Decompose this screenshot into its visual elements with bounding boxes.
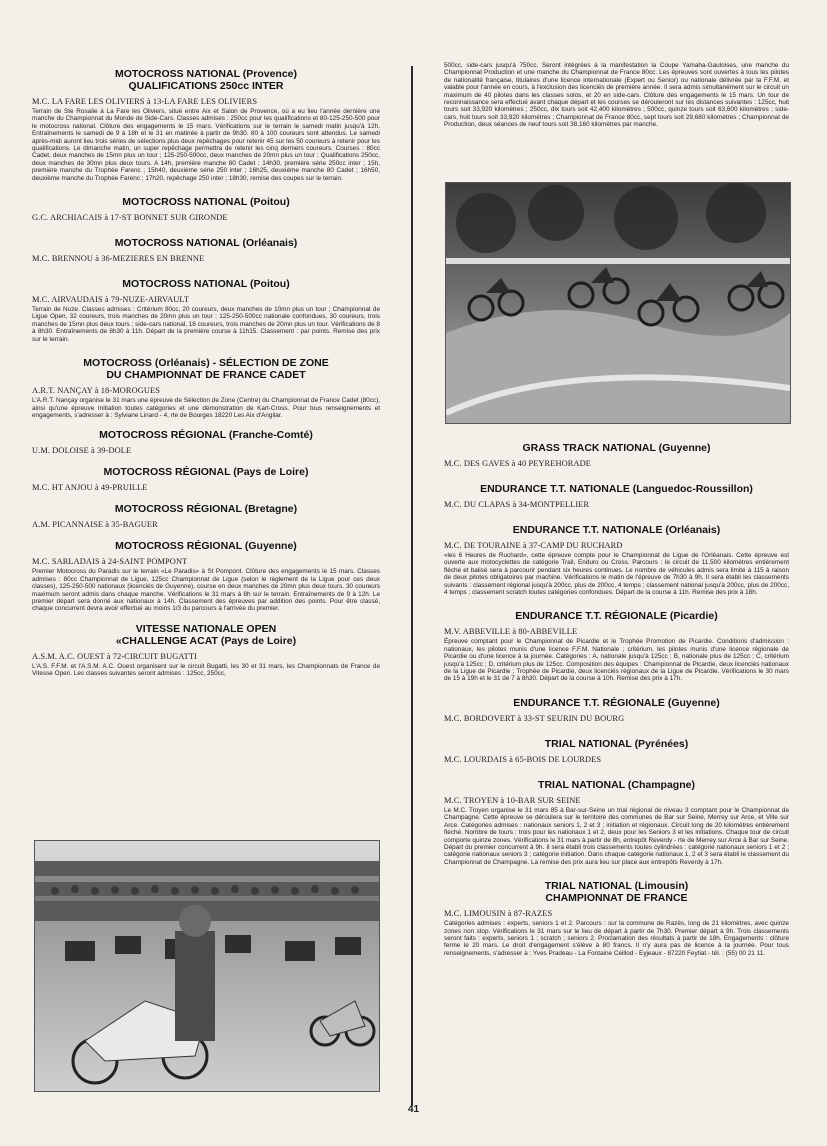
road-race-photo <box>34 840 380 1092</box>
event-section <box>32 357 380 419</box>
event-heading: TRIAL NATIONAL (Pyrénées) <box>544 737 689 750</box>
club-line: A.S.M. A.C. OUEST à 72-CIRCUIT BUGATTI <box>32 651 197 661</box>
event-heading: TRIAL NATIONAL (Champagne) <box>538 778 695 791</box>
photo-motocross-race <box>446 183 790 423</box>
event-heading: MOTOCROSS NATIONAL (Provence) QUALIFICATIONS 250cc INTER <box>114 68 298 92</box>
event-section <box>32 503 380 530</box>
event-section <box>444 524 789 596</box>
club-line: A.M. PICANNAISE à 35-BAGUER <box>32 520 158 530</box>
event-section <box>32 237 380 264</box>
club-line: M.C. AIRVAUDAIS à 79-NUZE-AIRVAULT <box>32 295 190 305</box>
photo-road-race-grid <box>35 841 379 1091</box>
event-text: Terrain de Ste Rosalie à La Fare les Oliviers, situé entre Aix et Salon de Provence, où a eu lieu l'année dernière une manche du Championnat du Monde de Side-Cars. Classes admises : 250cc pour les qualifications et 80-125-250-500 pour le motocross national. Clôture des engagements le 15 mars. Vérifications sur le terrain le samedi matin jusqu'à 12h. Entraînements le samedi de 9 à 18h et le 31 en matinée à partir de 9h30. 80 à 100 coureurs sont attendus. Le samedi après-midi auront lieu trois séries de sélections plus deux repêchages pour retenir 45 sur les 50 coureurs à retenir pour les qualifications. Le dimanche matin, un super repêchage permettra de retenir les cinq derniers coureurs. Courses : 80cc Cadet, deux manches de 15mn plus un tour ; 125-250-500cc, deux manches de 20mn plus un tour ; Qualifications 250cc, deux manches de 30mn plus deux tours. A 14h, première manche 80 Cadet ; 14h30, première série 250cc inter ; 15h, première manche du Trophée Farenc ; 15h40, deuxième série 250 inter ; 16h25, deuxième manche 80 Cadet ; 16h50, deuxième manche du Trophée Farenc ; 17h20, repêchage 250 inter ; 18h30, remise des coupes sur le terrain. <box>32 108 380 182</box>
event-heading: GRASS TRACK NATIONAL (Guyenne) <box>522 442 711 454</box>
event-heading: ENDURANCE T.T. NATIONALE (Languedoc-Roussillon) <box>480 483 753 495</box>
event-text: Premier Motocross du Paradis sur le terrain «Le Paradis» à St Pompont. Clôture des engagements le 15 mars. Classes admises : 80cc Championnat de Ligue, 125cc Championnat de Ligue (selon le règlement de la Ligue pour ces deux classes), 125-250-500 nationaux (licenciés de Guyenne), course en deux manches de 20mn plus deux tours. 30 coureurs maximum seront admis dans chaque manche. Vérifications le 31 mars à 8h sur le terrain. Entraînements de 9 à 12h. Le premier départ sera donné aux nationaux à 14h. Classement des épreuves par addition des points. Pour être classé, chaque concurrent devra avoir effectué au moins 1/3 du parcours à l'arrivée du premier. <box>32 568 380 613</box>
event-heading: MOTOCROSS NATIONAL (Orléanais) <box>114 237 298 250</box>
event-heading: MOTOCROSS RÉGIONAL (Pays de Loire) <box>103 466 309 479</box>
event-heading: ENDURANCE T.T. RÉGIONALE (Guyenne) <box>513 696 720 709</box>
club-line: M.C. SARLADAIS à 24-SAINT POMPONT <box>32 557 188 567</box>
event-section <box>32 196 380 223</box>
event-section <box>32 278 380 343</box>
club-line: M.C. DE TOURAINE à 37-CAMP DU RUCHARD <box>444 541 623 550</box>
event-section <box>444 880 789 957</box>
club-line: M.C. LOURDAIS à 65-BOIS DE LOURDES <box>444 754 602 764</box>
event-section <box>444 697 789 724</box>
event-section <box>444 483 789 510</box>
club-line: M.C. LIMOUSIN à 87-RAZES <box>444 909 553 919</box>
event-section <box>32 429 380 456</box>
event-text: Terrain de Nuze. Classes admises : Critérium 80cc, 20 coureurs, deux manches de 10mn plus un tour ; Championnat de Ligue Open, 32 coureurs, trois manches de 20mn plus un tour ; 125-250-500cc nationale confondues, 30 coureurs, trois manches de 15mn plus deux tours ; side-cars national, 18 coureurs, trois manches de 20mn plus un tour. Vérifications de 8 à 8h30. Entraînements de 8h30 à 11h. Départ de la première course à 11h15. Classement : par points. Remise des prix sur le terrain. <box>32 306 380 343</box>
event-section <box>444 738 789 765</box>
event-section <box>444 610 789 682</box>
club-line: M.V. ABBEVILLE à 80-ABBEVILLE <box>444 627 578 637</box>
event-text: L'A.S. F.F.M. et l'A.S.M. A.C. Ouest organisent sur le circuit Bugatti, les 30 et 31 mars, les Championnats de France de Vitesse Open. Les classes suivantes seront admises : 125cc, 250cc, <box>32 662 380 678</box>
event-heading: MOTOCROSS NATIONAL (Poitou) <box>122 278 290 291</box>
event-text: Le M.C. Troyen organise le 31 mars 85 à Bar-sur-Seine un trial régional de niveau 3 comptant pour le Championnat de Champagne. Cette épreuve se déroulera sur le territoire des communes de Bar sur Seine, Merrey sur Arce, et Ville sur Arce. Catégories admises : nationaux seniors 1, 2 et 3 ; initiation et régionaux. Circuit long de 20 kilomètres entièrement fléché. Nombre de tours : trois pour les nationaux 1 et 2, deux pour les Seniors 3 et les initiations. Chaque tour de circuit comporte quinze zones. Vérifications le 31 mars à partir de 8h, entrepôt Reverdy - rte de Merrey sur Arce à Bar sur Seine. Départ du premier concurrent à 9h. Il sera établi trois classements toutes cylindrées : catégorie nationaux seniors 1 et 2 ; catégorie nationaux seniors 3 ; catégorie initiation. Dans chaque catégorie nationaux 1, 2 et 3 sera établi le classement du Championnat de Champagne. La remise des prix aura lieu sur place aux entrepôts Reverdy à 17h. <box>444 806 789 866</box>
club-line: M.C. BRENNOU à 36-MEZIERES EN BRENNE <box>32 254 205 264</box>
event-heading: MOTOCROSS NATIONAL (Poitou) <box>122 196 290 209</box>
left-column <box>32 62 380 682</box>
event-section <box>32 68 380 182</box>
event-heading: TRIAL NATIONAL (Limousin) CHAMPIONNAT DE FRANCE <box>544 880 689 905</box>
club-line: M.C. TROYEN à 10-BAR SUR SEINE <box>444 795 581 805</box>
event-section <box>32 466 380 493</box>
motocross-photo <box>445 182 791 424</box>
event-heading: ENDURANCE T.T. NATIONALE (Orléanais) <box>512 524 721 536</box>
club-line: G.C. ARCHIACAIS à 17-ST BONNET SUR GIRONDE <box>32 213 228 223</box>
event-heading: VITESSE NATIONALE OPEN «CHALLENGE ACAT (Pays de Loire) <box>115 622 297 647</box>
event-heading: MOTOCROSS RÉGIONAL (Franche-Comté) <box>99 429 313 442</box>
event-heading: MOTOCROSS RÉGIONAL (Guyenne) <box>115 540 297 553</box>
column-divider <box>411 66 413 1106</box>
right-column-lower <box>444 436 789 967</box>
event-text: «les 6 Heures de Ruchard», cette épreuve compte pour le Championnat de Ligue de l'Orléanais. Cette épreuve est ouverte aux motocyclettes de catégorie Trail, Enduro ou Cross. Parcours : le circuit de 11,500 kilomètres entièrement fléché et balisé sera à parcourir pendant six heures continues. Le nombre de véhicules admis sera limité à 115 à raison de deux pilotes obligatoires par machine. Vérifications le matin de l'épreuve de 7h30 à 9h. Il sera établi les classements suivants : classement régional jusqu'à 200cc, plus de 200cc, 4 temps ; classement national jusqu'à 200cc, plus de 200cc, 4 temps ; classement scratch toutes catégories confondues. Départ de la course à 11h. Remise des prix à 18h. <box>444 552 789 597</box>
event-text-continued: 500cc, side-cars jusqu'à 750cc. Seront intégrées à la manifestation la Coupe Yamaha-Gauloises, une manche du Championnat Production et une manche du Championnat de France 80cc. Les épreuves sont ouvertes à tous les pilotes de nationalité française, titulaires d'une licence internationale (Expert ou Senior) ou nationale délivrée par la F.F.M. et valable pour l'année en cours, à l'exclusion des licenciés de première année. Il sera admis simultanément sur le circuit un maximum de 40 pilotes dans les classes solos, et 20 en side-cars. Clôture des engagements le 15 mars. Un tour de reconnaissance sera effectué avant chaque départ et les courses se dérouleront sur les distances suivantes : 125cc, huit tours soit 33,920 kilomètres ; 250cc, dix tours soit 42,400 kilomètres ; 500cc, quinze tours soit 63,600 kilomètres ; side-cars, huit tours soit 33,920 kilomètres ; Championnat de France 80cc, sept tours soit 29,680 kilomètres ; Championnat de Production, deux séances de neuf tours soit 38,160 kilomètres par manche. <box>444 62 789 129</box>
event-heading: ENDURANCE T.T. RÉGIONALE (Picardie) <box>515 610 718 623</box>
club-line: A.R.T. NANÇAY à 18-MOROGUES <box>32 386 161 396</box>
page-number: 41 <box>407 1104 420 1115</box>
event-section <box>32 540 380 612</box>
club-line: M.C. LA FARE LES OLIVIERS à 13-LA FARE LES OLIVIERS <box>32 97 258 106</box>
club-line: M.C. DES GAVES à 40 PEYREHORADE <box>444 459 591 468</box>
club-line: M.C. BORDOVERT à 33-ST SEURIN DU BOURG <box>444 713 625 723</box>
club-line: U.M. DOLOISE à 39-DOLE <box>32 446 132 456</box>
event-heading: MOTOCROSS (Orléanais) - SÉLECTION DE ZONE DU CHAMPIONNAT DE FRANCE CADET <box>83 357 329 382</box>
event-text: Épreuve comptant pour le Championnat de Picardie et le Trophée Promotion de Picardie. Conditions d'admission : nationaux, les pilotes munis d'une licence F.F.M. Nationale ; critérium, les pilotes munis d'une licence régionale de Picardie ou d'une licence à la journée. Catégories : A, nationale jusqu'à 125cc ; B, nationale plus de 125cc ; C, critérium jusqu'à 125cc ; D, critérium plus de 125cc. Composition des équipes : Championnat de Picardie, deux licenciés nationaux de la Ligue de Picardie ; Trophée de Picardie, deux licenciés régionaux de la Ligue de Picardie. Vérifications le 30 mars de 15 à 19h et le 31 de 7 à 8h30. Départ de la course à 10h. Remise des prix à 17h. <box>444 638 789 683</box>
event-heading: MOTOCROSS RÉGIONAL (Bretagne) <box>114 503 298 516</box>
event-text: L'A.R.T. Nançay organise le 31 mars une épreuve de Sélection de Zone (Centre) du Championnat de France Cadet (80cc), ainsi qu'une épreuve Initiation toutes catégories et une démonstration de Kart-Cross. Pour tous renseignements et engagements, s'adresser à : Sylviane Linard - 4, rte de Bourges 18220 Les Aix d'Angilar. <box>32 397 380 419</box>
club-line: M.C. DU CLAPAS à 34-MONTPELLIER <box>444 500 590 509</box>
right-column <box>444 62 789 129</box>
event-section <box>444 779 789 866</box>
event-section <box>444 442 789 469</box>
event-text: Catégories admises : experts, seniors 1 et 2. Parcours : sur la commune de Razès, long de 21 kilomètres, avec quinze zones non stop. Vérifications le 31 mars sur le lieu de départ à partir de 7h30. Premier départ à 9h. Trois classements seront faits : experts, seniors 1 ; scratch ; seniors 2. Proclamation des résultats à partir de 18h. Engagements : clôture ferme le 20 mars. Le droit d'engagement s'élève à 80 francs. Il n'y aura pas de licence à la journée. Pour tous renseignements, s'adresser à : Yves Pradeau - La Fontaine Ceillod - Eyjeaux - 87220 Feytiat - tél. : (55) 00 21 11. <box>444 920 789 957</box>
event-section <box>32 623 380 678</box>
club-line: M.C. HT ANJOU à 49-PRUILLE <box>32 483 148 493</box>
